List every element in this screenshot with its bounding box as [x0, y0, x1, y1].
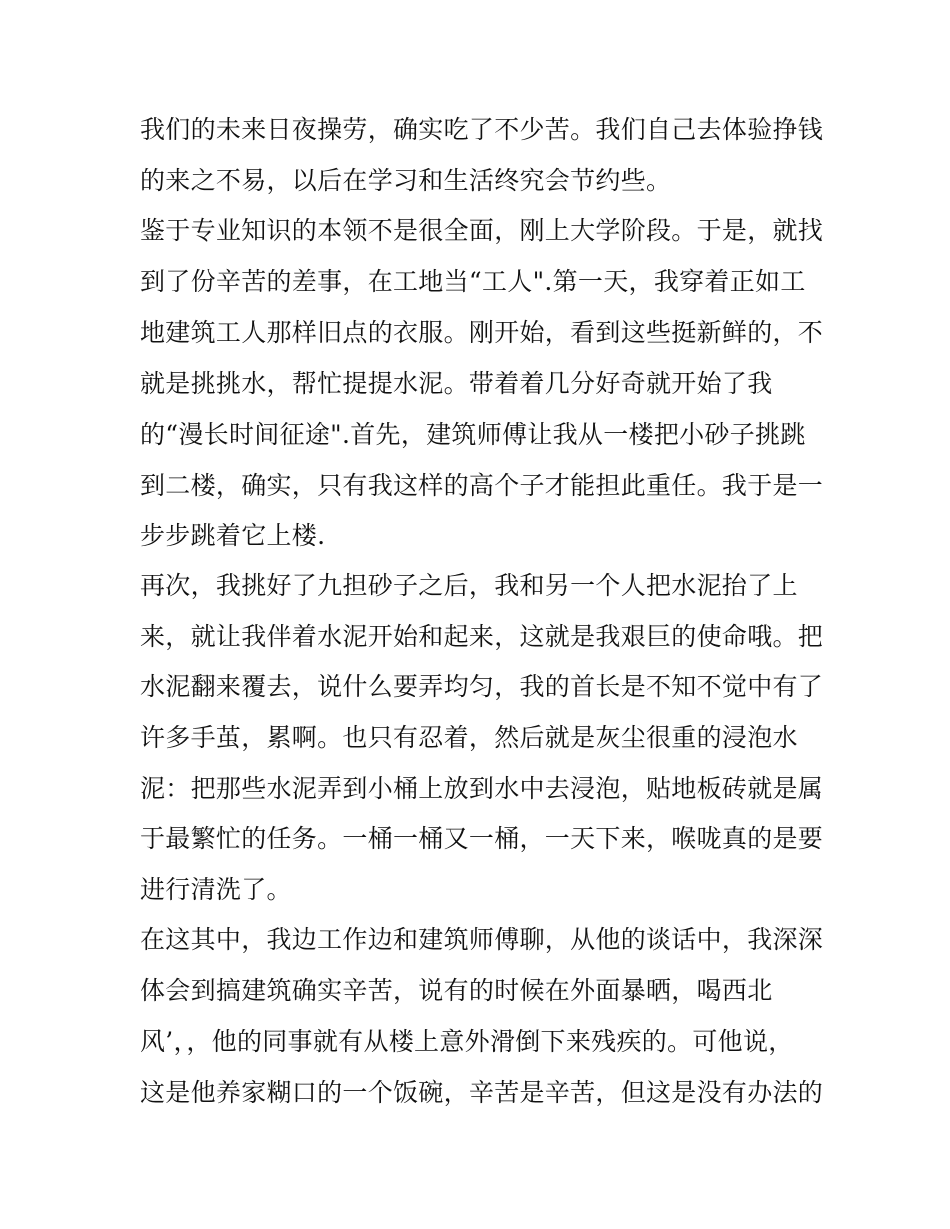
text-line: 泥：把那些水泥弄到小桶上放到水中去浸泡，贴地板砖就是属	[140, 774, 824, 803]
text-line: 的来之不易，以后在学习和生活终究会节约些。	[140, 166, 672, 195]
text-line: 我们的未来日夜操劳，确实吃了不少苦。我们自己去体验挣钱	[140, 115, 824, 144]
text-line: 地建筑工人那样旧点的衣服。刚开始，看到这些挺新鲜的，不	[140, 318, 824, 347]
text-line: 步步跳着它上楼.	[140, 521, 326, 550]
text-line: 到二楼，确实，只有我这样的高个子才能担此重任。我于是一	[140, 471, 824, 500]
text-line: 来，就让我伴着水泥开始和起来，这就是我艰巨的使命哦。把	[140, 622, 824, 651]
text-line: 体会到搞建筑确实辛苦，说有的时候在外面暴晒，喝西北	[140, 976, 773, 1005]
text-line: 在这其中，我边工作边和建筑师傅聊，从他的谈话中，我深深	[140, 925, 824, 954]
text-line: 水泥翻来覆去，说什么要弄均匀，我的首长是不知不觉中有了	[140, 672, 824, 701]
text-line: 鉴于专业知识的本领不是很全面，刚上大学阶段。于是，就找	[140, 216, 824, 245]
text-line: 许多手茧，累啊。也只有忍着，然后就是灰尘很重的浸泡水	[140, 723, 798, 752]
text-line: 于最繁忙的任务。一桶一桶又一桶，一天下来，喉咙真的是要	[140, 824, 824, 853]
text-line: 风’，，他的同事就有从楼上意外滑倒下来残疾的。可他说，	[140, 1027, 794, 1056]
text-line: 进行清洗了。	[140, 875, 292, 904]
text-line: 到了份辛苦的差事，在工地当“工人".第一天，我穿着正如工	[140, 267, 806, 296]
text-line: 就是挑挑水，帮忙提提水泥。带着着几分好奇就开始了我	[140, 369, 773, 398]
text-line: 这是他养家糊口的一个饭碗，辛苦是辛苦，但这是没有办法的	[140, 1078, 824, 1107]
text-line: 再次，我挑好了九担砂子之后，我和另一个人把水泥抬了上	[140, 571, 798, 600]
text-line: 的“漫长时间征途".首先，建筑师傅让我从一楼把小砂子挑跳	[140, 420, 806, 449]
